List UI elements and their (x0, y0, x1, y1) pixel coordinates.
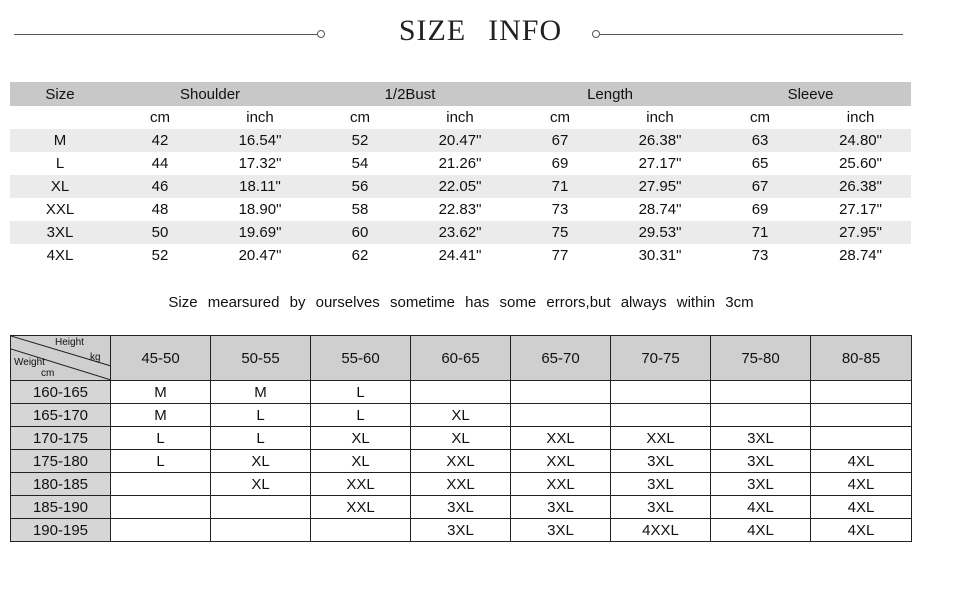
size-label-cell: M (10, 129, 110, 152)
recommended-size-cell: 4XL (811, 450, 912, 473)
corner-cm-label: cm (41, 368, 55, 379)
recommended-size-cell: 4XXL (611, 519, 711, 542)
title-right-line (600, 34, 903, 35)
unit-cell: cm (550, 109, 571, 126)
header-bust: 1/2Bust (310, 82, 510, 106)
size-label-cell: 4XL (46, 247, 74, 264)
recommendation-row (11, 381, 912, 404)
size-label-cell: XL (10, 175, 110, 198)
recommended-size-cell: 3XL (511, 519, 611, 542)
height-range-cell: 185-190 (11, 496, 111, 519)
unit-cell: cm (350, 109, 371, 126)
recommended-size-cell: M (111, 381, 211, 404)
measurement-cell: 28.74" (638, 201, 682, 218)
measurement-cell: 22.05" (410, 175, 510, 198)
recommended-size-cell (711, 381, 811, 404)
measurement-cell: 50 (110, 221, 210, 244)
recommended-size-cell (611, 404, 711, 427)
recommended-size-cell (811, 381, 912, 404)
measurement-row (10, 129, 911, 152)
unit-cell: inch (646, 109, 674, 126)
recommended-size-cell (311, 519, 411, 542)
page-title (0, 14, 961, 48)
measurement-cell: 23.62" (410, 221, 510, 244)
measurement-cell: 73 (551, 201, 569, 218)
recommended-size-cell: XXL (511, 450, 611, 473)
measurement-cell: 18.90" (238, 201, 282, 218)
measurement-cell: 69 (751, 201, 769, 218)
recommended-size-cell: XL (311, 427, 411, 450)
measurement-cell: 60 (310, 221, 410, 244)
height-range-cell: 180-185 (11, 473, 111, 496)
measurement-cell: 18.11" (210, 175, 310, 198)
corner-kg-label: kg (90, 352, 101, 363)
recommended-size-cell: L (111, 450, 211, 473)
recommendation-row (11, 473, 912, 496)
header-length: Length (510, 82, 710, 106)
recommendation-row (11, 404, 912, 427)
recommended-size-cell: 3XL (611, 450, 711, 473)
measurement-cell: 73 (751, 247, 769, 264)
measurement-cell: 52 (310, 129, 410, 152)
weight-range-header: 75-80 (711, 336, 811, 381)
recommended-size-cell: L (111, 427, 211, 450)
measurement-cell: 69 (551, 155, 569, 172)
unit-cell: cm (150, 109, 170, 126)
header-size: Size (10, 82, 110, 106)
measurement-cell: 20.47" (410, 129, 510, 152)
recommended-size-cell (811, 427, 912, 450)
measurement-cell: 24.41" (438, 247, 482, 264)
measurement-cell: 27.95" (610, 175, 710, 198)
corner-weight-label: Weight (14, 357, 45, 368)
measurement-cell: 27.17" (638, 155, 682, 172)
height-range-cell: 160-165 (11, 381, 111, 404)
measurement-cell: 21.26" (438, 155, 482, 172)
height-range-cell: 175-180 (11, 450, 111, 473)
measurement-note: Size mearsured by ourselves sometime has some errors,but always within 3cm (168, 294, 754, 311)
measurement-cell: 29.53" (610, 221, 710, 244)
recommended-size-cell (611, 381, 711, 404)
recommended-size-cell: XXL (311, 473, 411, 496)
measurement-cell: 17.32" (238, 155, 282, 172)
measurement-row (10, 198, 911, 221)
recommended-size-cell: 3XL (711, 450, 811, 473)
unit-cell: inch (246, 109, 274, 126)
recommended-size-cell (211, 519, 311, 542)
measurement-cell: 67 (510, 129, 610, 152)
height-range-cell: 170-175 (11, 427, 111, 450)
weight-range-header: 50-55 (211, 336, 311, 381)
recommended-size-cell: L (311, 404, 411, 427)
measurement-cell: 54 (351, 155, 369, 172)
height-range-cell: 165-170 (11, 404, 111, 427)
measurement-cell: 42 (110, 129, 210, 152)
unit-cell: inch (446, 109, 474, 126)
recommended-size-cell: 3XL (611, 473, 711, 496)
measurement-cell: 16.54" (210, 129, 310, 152)
size-measurement-table (10, 82, 911, 267)
measurement-cell: 67 (710, 175, 810, 198)
measurement-cell: 28.74" (839, 247, 882, 264)
header-shoulder: Shoulder (110, 82, 310, 106)
recommended-size-cell: 4XL (811, 496, 912, 519)
recommendation-row (11, 496, 912, 519)
unit-cell: cm (750, 109, 771, 126)
measurement-cell: 52 (151, 247, 169, 264)
weight-range-header: 70-75 (611, 336, 711, 381)
recommended-size-cell (111, 473, 211, 496)
recommended-size-cell: XXL (511, 427, 611, 450)
measurement-cell: 48 (151, 201, 169, 218)
corner-cell (11, 336, 111, 381)
recommended-size-cell: XL (411, 404, 511, 427)
weight-range-header: 55-60 (311, 336, 411, 381)
recommended-size-cell: 4XL (711, 496, 811, 519)
recommended-size-cell: XXL (411, 473, 511, 496)
recommended-size-cell: XXL (511, 473, 611, 496)
size-label-cell: XXL (45, 201, 75, 218)
measurement-cell: 30.31" (638, 247, 682, 264)
measurement-units-row (10, 106, 911, 129)
recommended-size-cell (711, 404, 811, 427)
measurement-cell: 27.95" (810, 221, 911, 244)
recommended-size-cell: M (211, 381, 311, 404)
measurement-row (10, 244, 911, 267)
measurement-cell: 65 (751, 155, 769, 172)
recommended-size-cell (411, 381, 511, 404)
recommended-size-cell: XXL (311, 496, 411, 519)
recommendation-row (11, 450, 912, 473)
recommended-size-cell: 3XL (511, 496, 611, 519)
recommendation-header-row (11, 336, 912, 381)
title-word-info: INFO (488, 14, 563, 47)
measurement-cell: 63 (710, 129, 810, 152)
measurement-cell: 26.38" (810, 175, 911, 198)
recommended-size-cell: 4XL (711, 519, 811, 542)
measurement-cell: 75 (510, 221, 610, 244)
recommended-size-cell: 3XL (711, 427, 811, 450)
measurement-cell: 26.38" (610, 129, 710, 152)
measurement-cell: 71 (710, 221, 810, 244)
measurement-cell: 71 (510, 175, 610, 198)
measurement-cell: 58 (351, 201, 369, 218)
recommended-size-cell: XXL (611, 427, 711, 450)
recommended-size-cell: L (211, 427, 311, 450)
weight-range-header: 45-50 (111, 336, 211, 381)
units-blank (10, 106, 110, 129)
size-label-cell: 3XL (10, 221, 110, 244)
measurement-row (10, 175, 911, 198)
unit-cell: inch (846, 109, 875, 126)
measurement-cell: 77 (551, 247, 569, 264)
recommendation-row (11, 519, 912, 542)
recommended-size-cell: 3XL (711, 473, 811, 496)
recommendation-row (11, 427, 912, 450)
recommended-size-cell (511, 381, 611, 404)
measurement-cell: 62 (351, 247, 369, 264)
height-range-cell: 190-195 (11, 519, 111, 542)
size-recommendation-table (10, 335, 912, 542)
weight-range-header: 80-85 (811, 336, 912, 381)
weight-range-header: 65-70 (511, 336, 611, 381)
recommended-size-cell: M (111, 404, 211, 427)
size-label-cell: L (55, 155, 65, 172)
recommended-size-cell (511, 404, 611, 427)
recommended-size-cell (211, 496, 311, 519)
recommended-size-cell: 4XL (811, 519, 912, 542)
weight-range-header: 60-65 (411, 336, 511, 381)
recommended-size-cell: 3XL (411, 496, 511, 519)
recommended-size-cell: XXL (411, 450, 511, 473)
recommended-size-cell (111, 519, 211, 542)
recommended-size-cell: 3XL (611, 496, 711, 519)
recommended-size-cell: 3XL (411, 519, 511, 542)
recommended-size-cell: XL (411, 427, 511, 450)
title-word-size: SIZE (398, 14, 467, 47)
measurement-cell: 44 (151, 155, 169, 172)
measurement-cell: 27.17" (839, 201, 882, 218)
header-sleeve: Sleeve (710, 82, 911, 106)
measurement-row (10, 152, 911, 175)
recommended-size-cell (811, 404, 912, 427)
measurement-cell: 19.69" (210, 221, 310, 244)
recommended-size-cell (111, 496, 211, 519)
measurement-cell: 25.60" (839, 155, 882, 172)
recommended-size-cell: XL (211, 473, 311, 496)
title-right-dot (592, 30, 600, 38)
measurement-cell: 24.80" (810, 129, 911, 152)
recommended-size-cell: XL (311, 450, 411, 473)
measurement-header-row (10, 82, 911, 106)
recommended-size-cell: L (311, 381, 411, 404)
measurement-body (10, 129, 911, 267)
measurement-cell: 20.47" (238, 247, 282, 264)
recommended-size-cell: 4XL (811, 473, 912, 496)
recommended-size-cell: L (211, 404, 311, 427)
corner-height-label: Height (55, 337, 84, 348)
measurement-cell: 56 (310, 175, 410, 198)
measurement-row (10, 221, 911, 244)
measurement-cell: 22.83" (438, 201, 482, 218)
recommended-size-cell: XL (211, 450, 311, 473)
recommendation-body (11, 381, 912, 542)
measurement-cell: 46 (110, 175, 210, 198)
